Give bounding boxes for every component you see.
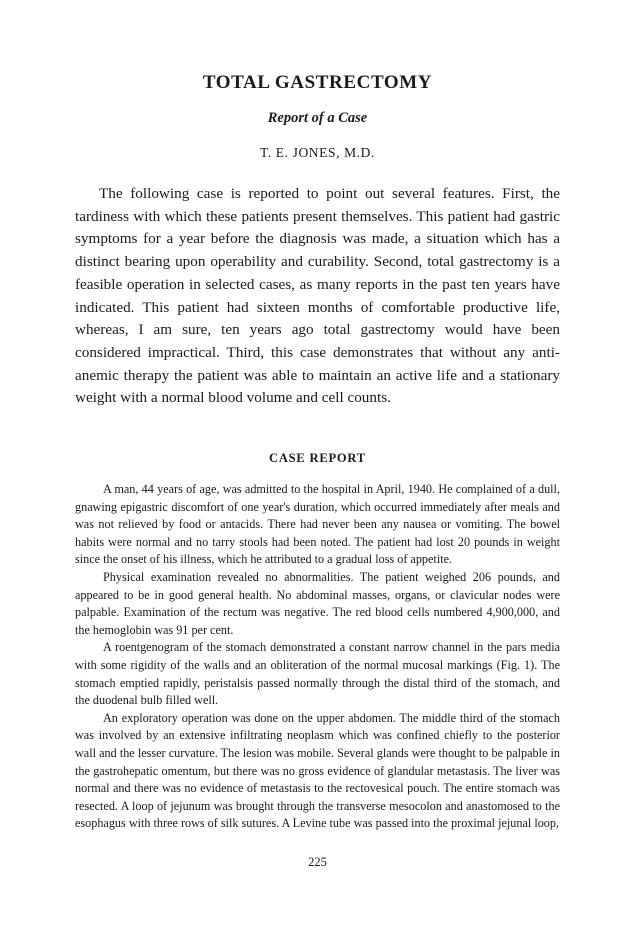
section-heading-case-report: CASE REPORT — [269, 451, 366, 465]
introductory-paragraph: The following case is reported to point out several features. First, the tardiness with which these patients present themselves. This patient had gastric symptoms for a year before the diagnosis was made, a situation which has a distinct bearing upon operability and curability. Second, total gastrectomy is a feasible operation in selected cases, as many reports in the past ten years have indicated. This patient had sixteen months of comfortable productive life, whereas, I am sure, ten years ago total gastrectomy would have been considered impractical. Third, this case demonstrates that without any anti-anemic therapy the patient was able to maintain an active life and a stationary weight with a normal blood volume and cell counts. — [75, 185, 560, 407]
article-title: TOTAL GASTRECTOMY — [202, 72, 433, 93]
body-paragraph: An exploratory operation was done on the upper abdomen. The middle third of the stomach was involved by an extensive infiltrating neoplasm which was confined chiefly to the posterior wall and the lesser curvature. The lesion was mobile. Several glands were thought to be palpable in the gastrohepatic omentum, but there was no gross evidence of glandular metastasis. The liver was normal and there was no evidence of metastasis to the rectovesical pouch. The entire stomach was resected. A loop of jejunum was brought through the transverse mesocolon and anastomosed to the esophagus with three rows of silk sutures. A Levine tube was passed into the proximal jejunal loop, — [75, 710, 560, 831]
article-subtitle: Report of a Case — [267, 110, 368, 126]
body-paragraph: A roentgenogram of the stomach demonstrated a constant narrow channel in the pars media with some rigidity of the walls and an obliteration of the normal mucosal markings (Fig. 1). The stomach emptied rapidly, peristalsis passed normally through the distal third of the stomach, and the duodenal bulb filled well. — [75, 640, 560, 708]
page-number: 225 — [308, 855, 327, 869]
body-paragraph: Physical examination revealed no abnormalities. The patient weighed 206 pounds, and appeared to be in good general health. No abdominal masses, organs, or clavicular nodes were palpable. Examination of the rectum was negative. The red blood cells numbered 4,900,000, and the hemoglobin was 91 per cent. — [75, 569, 560, 637]
author-byline: T. E. JONES, M.D. — [260, 145, 375, 160]
case-report-body — [75, 481, 560, 833]
body-paragraph: A man, 44 years of age, was admitted to the hospital in April, 1940. He complained of a dull, gnawing epigastric discomfort of one year's duration, which occurred immediately after meals and was not relieved by food or antacids. There had never been any nausea or vomiting. The bowel habits were normal and no tarry stools had been noted. The patient had lost 20 pounds in weight since the onset of his illness, which he attributed to a gradual loss of appetite. — [75, 482, 560, 567]
